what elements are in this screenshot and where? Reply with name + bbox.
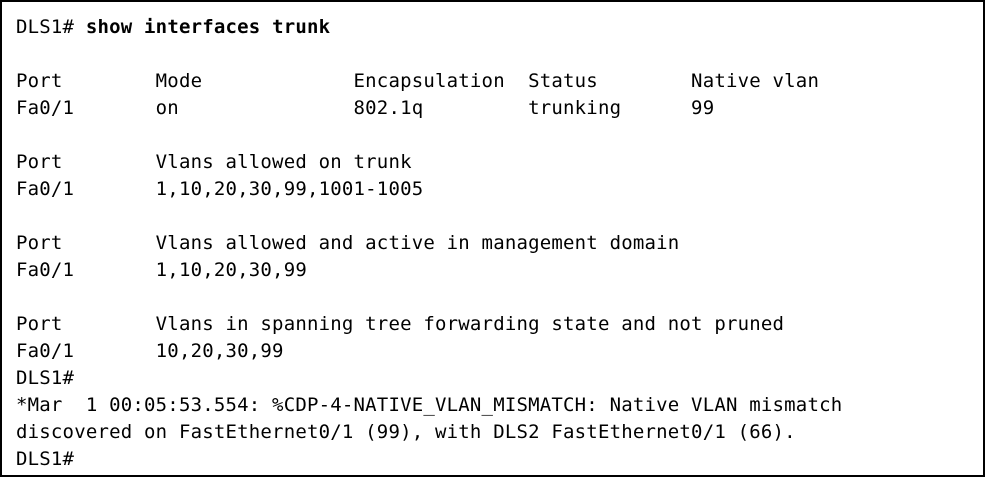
- terminal-output[interactable]: [2, 2, 983, 477]
- output-line: [16, 284, 969, 311]
- output-line: [16, 41, 969, 68]
- entered-command: show interfaces trunk: [85, 16, 331, 38]
- output-line-forwarding-vlans: Fa0/1 10,20,30,99: [16, 340, 284, 362]
- output-line-active-vlans: Fa0/1 1,10,20,30,99: [16, 259, 307, 281]
- output-line: [16, 122, 969, 149]
- output-line-header-ports: Port Mode Encapsulation Status Native vlan: [16, 70, 820, 92]
- output-line-prompt-final: DLS1#: [16, 448, 75, 470]
- command-line: [16, 14, 969, 41]
- output-line-header-forwarding: Port Vlans in spanning tree forwarding state and not pruned: [16, 313, 785, 335]
- shell-prompt: DLS1#: [16, 16, 86, 38]
- output-line-header-active: Port Vlans allowed and active in management domain: [16, 232, 680, 254]
- output-line: [16, 203, 969, 230]
- output-line-syslog-2: discovered on FastEthernet0/1 (99), with DLS2 FastEthernet0/1 (66).: [16, 421, 796, 443]
- output-line-prompt: DLS1#: [16, 367, 75, 389]
- output-line-port-status: Fa0/1 on 802.1q trunking 99: [16, 97, 715, 119]
- output-line-header-allowed: Port Vlans allowed on trunk: [16, 151, 412, 173]
- output-line-syslog-1: *Mar 1 00:05:53.554: %CDP-4-NATIVE_VLAN_MISMATCH: Native VLAN mismatch: [16, 394, 843, 416]
- output-line-allowed-vlans: Fa0/1 1,10,20,30,99,1001-1005: [16, 178, 424, 200]
